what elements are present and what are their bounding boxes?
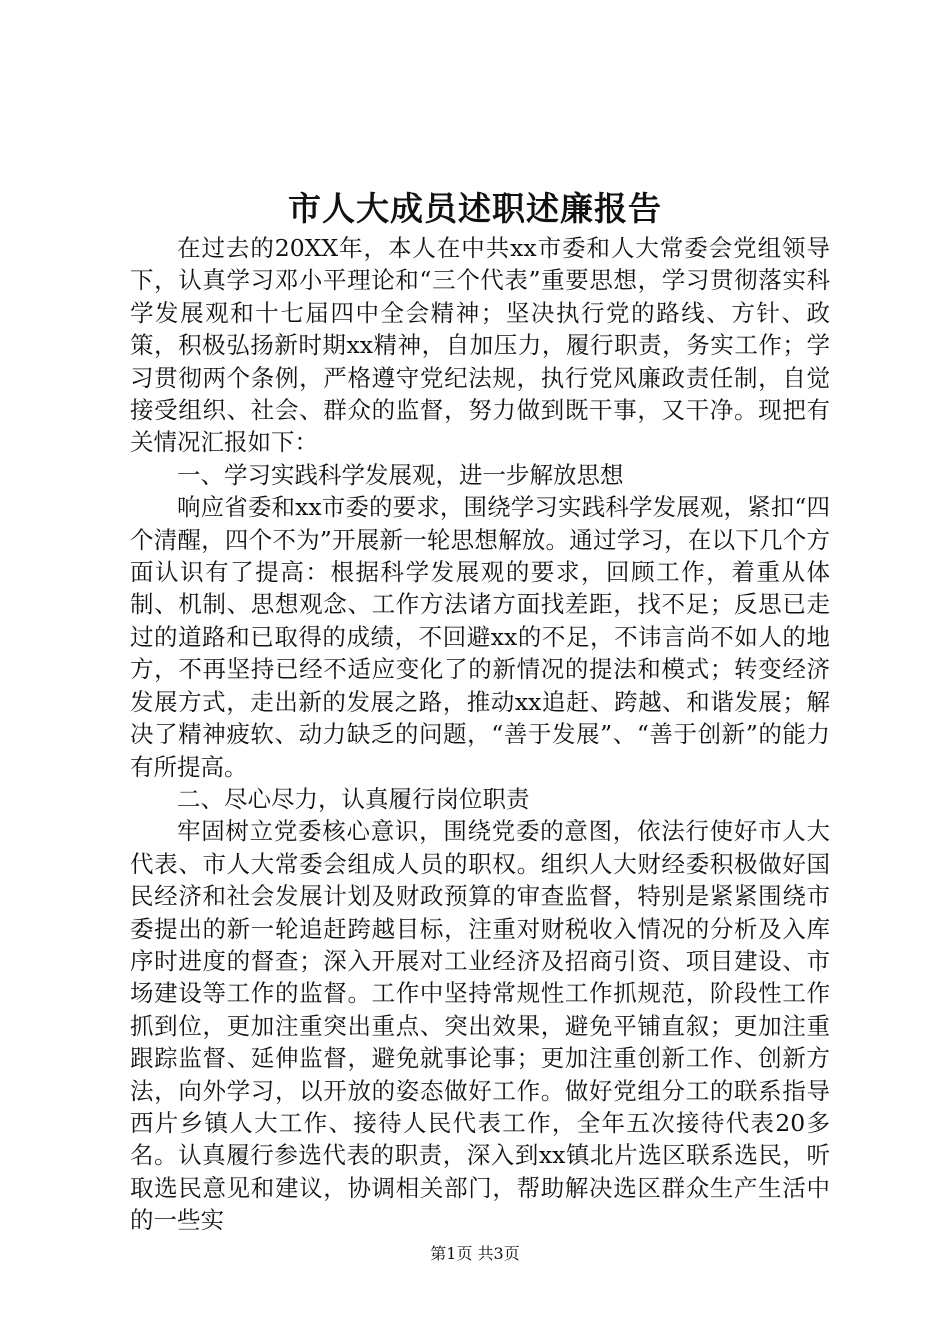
body-paragraph: 在过去的20XX年，本人在中共xx市委和人大常委会党组领导下，认真学习邓小平理论和“三个代表”重要思想，学习贯彻落实科学发展观和十七届四中全会精神；坚决执行党的路线、方针、政策，积极弘扬新时期xx精神，自加压力，履行职责，务实工作；学习贯彻两个条例，严格遵守党纪法规，执行党风廉政责任制，自觉接受组织、社会、群众的监督，努力做到既干事，又干净。现把有关情况汇报如下： — [130, 234, 830, 457]
body-paragraph: 响应省委和xx市委的要求，围绕学习实践科学发展观，紧扣“四个清醒，四个不为”开展新一轮思想解放。通过学习，在以下几个方面认识有了提高：根据科学发展观的要求，回顾工作，着重从体制、机制、思想观念、工作方法诸方面找差距，找不足；反思已走过的道路和已取得的成绩，不回避xx的不足，不讳言尚不如人的地方，不再坚持已经不适应变化了的新情况的提法和模式；转变经济发展方式，走出新的发展之路，推动xx追赶、跨越、和谐发展；解决了精神疲软、动力缺乏的问题，“善于发展”、“善于创新”的能力有所提高。 — [130, 493, 830, 781]
document-body — [130, 232, 830, 1237]
page-footer: 第1页 共3页 — [430, 1244, 520, 1263]
section-heading: 一、学习实践科学发展观，进一步解放思想 — [177, 460, 624, 489]
section-heading: 二、尽心尽力，认真履行岗位职责 — [177, 784, 530, 813]
document-title: 市人大成员述职述廉报告 — [288, 189, 662, 228]
body-paragraph: 牢固树立党委核心意识，围绕党委的意图，依法行使好市人大代表、市人大常委会组成人员的职权。组织人大财经委积极做好国民经济和社会发展计划及财政预算的审查监督，特别是紧紧围绕市委提出的新一轮追赶跨越目标，注重对财税收入情况的分析及入库序时进度的督查；深入开展对工业经济及招商引资、项目建设、市场建设等工作的监督。工作中坚持常规性工作抓规范，阶段性工作抓到位，更加注重突出重点、突出效果，避免平铺直叙；更加注重跟踪监督、延伸监督，避免就事论事；更加注重创新工作、创新方法，向外学习，以开放的姿态做好工作。做好党组分工的联系指导西片乡镇人大工作、接待人民代表工作，全年五次接待代表20多名。认真履行参选代表的职责，深入到xx镇北片选区联系选民，听取选民意见和建议，协调相关部门，帮助解决选区群众生产生活中的一些实 — [130, 817, 830, 1235]
